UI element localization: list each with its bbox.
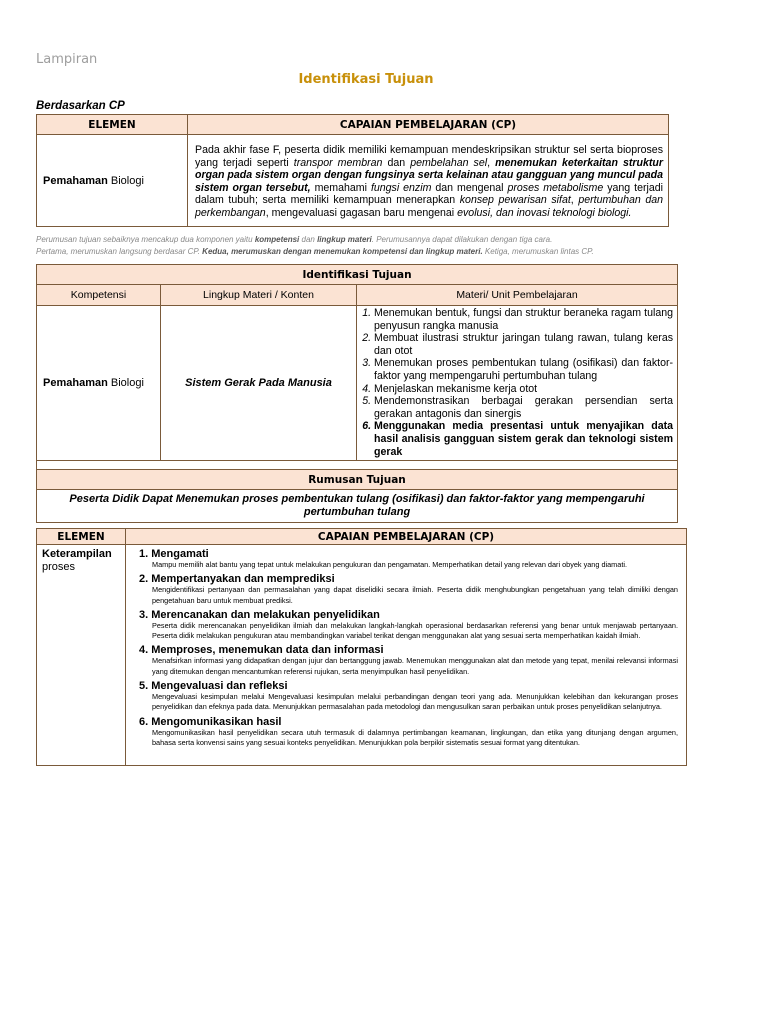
header-elemen-2: ELEMEN — [37, 529, 126, 545]
kp-step — [139, 573, 678, 606]
rumusan-title: Rumusan Tujuan — [37, 470, 678, 490]
lampiran-label: Lampiran — [36, 52, 98, 67]
note-line-2 — [36, 246, 676, 258]
kp-elemen-cell — [37, 545, 126, 766]
kp-steps — [126, 545, 687, 766]
cp-segment: , — [570, 194, 579, 206]
kp-elemen-bold: Keterampilan — [42, 548, 112, 560]
cp-segment: menemukan keterkaitan struktur organ pada sistem organ dengan fungsinya serta kelainan atau gangguan yang muncul pada sistem organ tersebut, — [195, 156, 663, 194]
header-cp: CAPAIAN PEMBELAJARAN (CP) — [188, 115, 669, 135]
cp-segment: dan mengenal — [431, 181, 508, 194]
materi-item: 2. Membuat ilustrasi struktur jaringan tulang rawan, tulang keras dan otot — [374, 332, 673, 357]
note-text: Perumusan tujuan sebaiknya mencakup dua komponen yaitu — [36, 235, 255, 244]
kp-step-desc: Mengomunikasikan hasil penyelidikan secara utuh termasuk di dalamnya pertimbangan keamanan, lingkungan, dan etika yang ditunjang dengan argumen, bahasa serta konvensi sains yang sesuai konteks penyelidikan. Menunjukkan pola berpikir sistematis sesuai format yang ditentukan. — [152, 727, 678, 747]
note-line-1 — [36, 234, 676, 246]
kp-step-desc: Peserta didik merencanakan penyelidikan ilmiah dan melakukan langkah-langkah operasional berdasarkan referensi yang benar untuk menjawab pertanyaan. Peserta didik melakukan pengukuran atau membandingkan variabel terikat dengan menggunakan alat yang sesuai serta memperhatikan kaidah ilmiah. — [152, 620, 678, 641]
identifikasi-title-row — [37, 265, 678, 285]
rumusan-title-row — [37, 470, 678, 490]
kp-step — [139, 716, 678, 749]
identifikasi-tujuan-table — [36, 264, 678, 523]
cp-segment: dan — [382, 156, 411, 169]
section-heading-berdasarkan-cp: Berdasarkan CP — [36, 100, 125, 112]
cp-segment: memahami — [310, 181, 371, 194]
kp-step-desc: Mampu memilih alat bantu yang tepat untuk melakukan pengukuran dan pengamatan. Memperhatikan detail yang relevan dari obyek yang diamati. — [152, 560, 627, 569]
identifikasi-title: Identifikasi Tujuan — [37, 265, 678, 285]
header-kompetensi: Kompetensi — [37, 285, 161, 306]
cp-table-header-row — [37, 115, 669, 135]
elemen-rest: Biologi — [107, 174, 144, 187]
materi-item: 3. Menemukan proses pembentukan tulang (osifikasi) dan faktor-faktor yang mempengaruhi pertumbuhan tulang — [374, 357, 673, 382]
kp-step — [139, 548, 678, 570]
kompetensi-rest: Biologi — [107, 377, 144, 389]
kp-elemen-rest: proses — [42, 561, 76, 573]
identifikasi-row — [37, 306, 678, 461]
elemen-cell — [37, 135, 188, 227]
materi-item: 4. Menjelaskan mekanisme kerja otot — [374, 383, 673, 396]
cp-table — [36, 114, 669, 227]
cp-segment: pembelahan sel — [410, 156, 488, 169]
note-text: dan — [299, 235, 318, 244]
note-kompetensi: kompetensi — [254, 235, 300, 244]
materi-list — [357, 307, 677, 458]
cp-segment: fungsi enzim — [370, 181, 432, 194]
cp-segment: konsep pewarisan sifat — [459, 194, 571, 206]
cp-segment: yang terjadi dalam tubuh; serta memiliki kemampuan menerapkan — [195, 181, 664, 206]
header-lingkup: Lingkup Materi / Konten — [161, 285, 357, 306]
formulation-note — [36, 234, 676, 258]
keterampilan-proses-table — [36, 528, 687, 766]
rumusan-text: Peserta Didik Dapat Menemukan proses pembentukan tulang (osifikasi) dan faktor-faktor yang mempengaruhi pertumbuhan tulang — [37, 490, 678, 523]
header-cp-2: CAPAIAN PEMBELAJARAN (CP) — [126, 529, 687, 545]
kp-step — [139, 609, 678, 642]
kp-step-title: 5. Mengevaluasi dan refleksi — [139, 680, 288, 693]
kp-step — [139, 680, 678, 713]
kp-step-title: 6. Mengomunikasikan hasil — [139, 715, 282, 728]
kp-header-row — [37, 529, 687, 545]
cp-segment: , mengevaluasi gagasan baru mengenai — [265, 206, 458, 219]
note-ketiga: Ketiga, merumuskan lintas CP. — [482, 247, 594, 256]
kp-step-title: 3. Merencanakan dan melakukan penyelidikan — [139, 608, 380, 621]
kp-step-title: 2. Mempertanyakan dan memprediksi — [139, 573, 335, 586]
note-pertama: Pertama, merumuskan langsung berdasar CP. — [36, 247, 203, 256]
materi-item: 6. Menggunakan media presentasi untuk menyajikan data hasil analisis gangguan sistem gerak dan teknologi sistem gerak — [374, 420, 673, 458]
kp-step-desc: Mengidentifikasi pertanyaan dan permasalahan yang dapat diselidiki secara ilmiah. Peserta didik menghubungkan pengetahuan yang telah dimiliki dengan pengetahuan baru untuk membuat prediksi. — [152, 585, 678, 605]
cp-segment: Pada akhir fase F, peserta didik memiliki kemampuan mendeskripsikan struktur sel serta bioproses yang terjadi seperti — [195, 144, 663, 169]
spacer-row — [37, 461, 678, 470]
cp-table-row — [37, 135, 669, 227]
cp-segment: transpor membran — [293, 156, 383, 169]
kp-row — [37, 545, 687, 766]
cp-text — [188, 135, 669, 227]
rumusan-row — [37, 490, 678, 523]
materi-item: 1. Menemukan bentuk, fungsi dan struktur beraneka ragam tulang penyusun rangka manusia — [374, 307, 673, 332]
identifikasi-header-row — [37, 285, 678, 306]
kp-step — [139, 644, 678, 677]
note-kedua: Kedua, merumuskan dengan menemukan kompetensi dan lingkup materi. — [202, 247, 483, 256]
header-elemen: ELEMEN — [37, 115, 188, 135]
kp-step-desc: Mengevaluasi kesimpulan melalui Mengevaluasi kesimpulan melalui perbandingan dengan teori yang ada. Menunjukkan kelebihan dan kekurangan proses penyelidikan dan efeknya pada data. Menunjukkan permasalahan pada metodologi dan mengusulkan saran perbaikan untuk proses penyelidikan selanjutnya. — [152, 692, 678, 712]
cp-segment: , — [487, 156, 496, 169]
header-materi: Materi/ Unit Pembelajaran — [357, 285, 678, 306]
page-title: Identifikasi Tujuan — [298, 72, 434, 87]
cp-segment: evolusi, dan inovasi teknologi biologi. — [457, 206, 632, 219]
kp-step-desc: Menafsirkan informasi yang didapatkan dengan jujur dan bertanggung jawab. Menemukan menggunakan alat dan metode yang tepat, menilai relevansi informasi yang ditemukan dengan mencantumkan referensi rujukan, serta menyimpulkan hasil penyelidikan. — [152, 656, 678, 676]
spacer-cell — [37, 461, 678, 470]
lingkup-cell: Sistem Gerak Pada Manusia — [161, 306, 357, 461]
note-lingkup: lingkup materi — [317, 235, 372, 244]
kp-step-title: 4. Memproses, menemukan data dan informasi — [139, 644, 384, 657]
cp-segment: pertumbuhan dan perkembangan — [195, 194, 663, 219]
kompetensi-cell — [37, 306, 161, 461]
kp-step-title: 1. Mengamati — [139, 548, 209, 560]
cp-segment: proses metabolisme — [507, 181, 604, 194]
materi-item: 5. Mendemonstrasikan berbagai gerakan persendian serta gerakan antagonis dan sinergis — [374, 395, 673, 420]
note-text: . Perumusannya dapat dilakukan dengan tiga cara. — [371, 235, 553, 244]
elemen-bold: Pemahaman — [43, 174, 108, 187]
kompetensi-bold: Pemahaman — [43, 377, 108, 389]
materi-cell — [357, 306, 678, 461]
